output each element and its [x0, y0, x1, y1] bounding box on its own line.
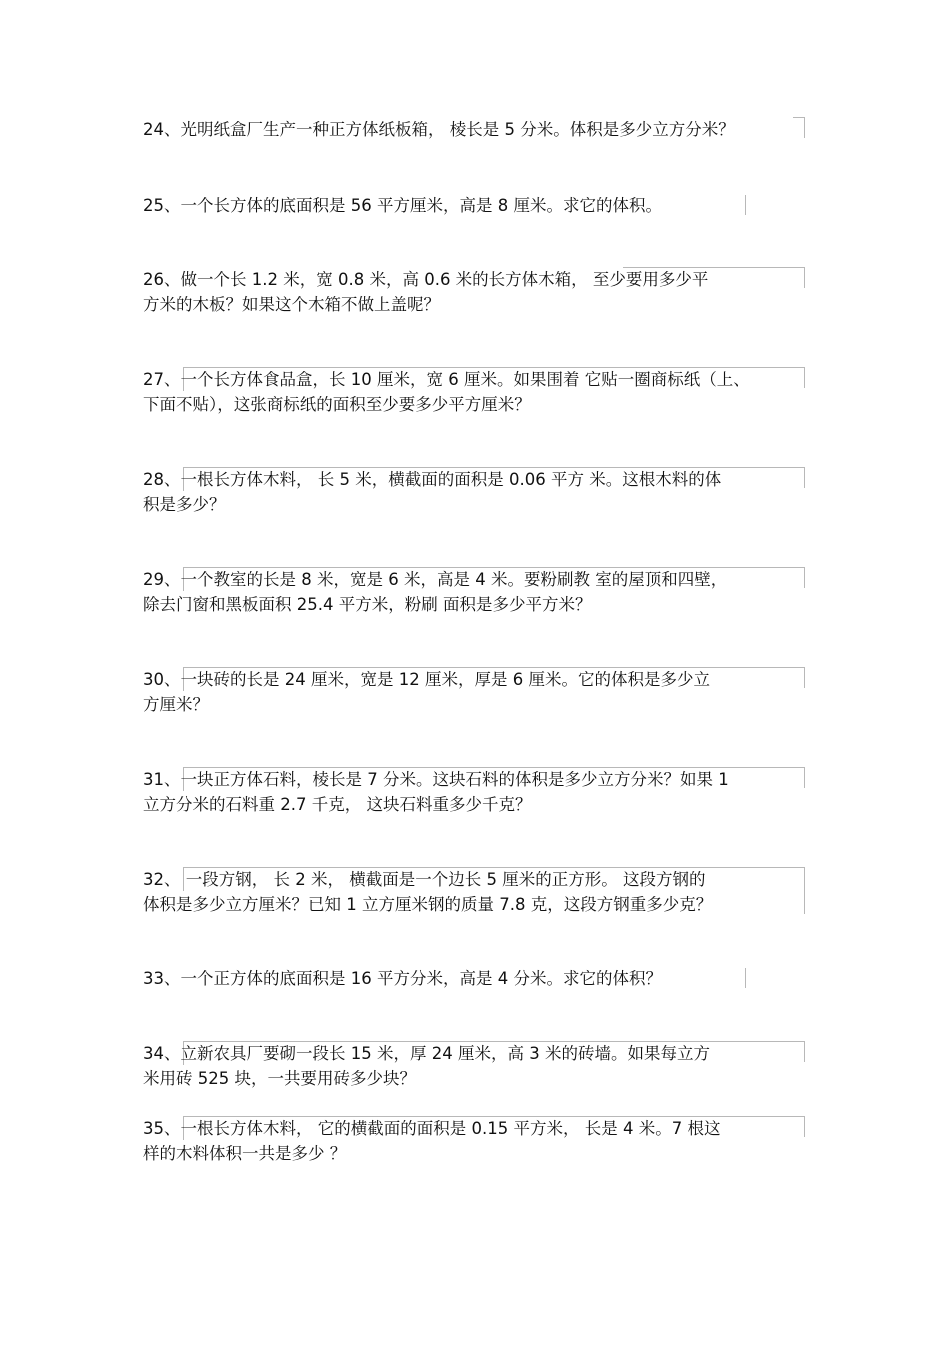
problem-line: 25、一个长方体的底面积是 56 平方厘米，高是 8 厘米。求它的体积。 — [143, 196, 662, 215]
problem-line: 方厘米？ — [143, 695, 209, 714]
problem-line: 29、一个教室的长是 8 米，宽是 6 米，高是 4 米。要粉刷教 室的屋顶和四壁， — [143, 570, 728, 589]
problem-29 — [143, 567, 805, 617]
problem-24 — [143, 117, 805, 142]
problem-line: 28、一根长方体木料， 长 5 米，横截面的面积是 0.06 平方 米。这根木料的体 — [143, 470, 722, 489]
problem-28 — [143, 467, 805, 517]
problem-line: 35、一根长方体木料， 它的横截面的面积是 0.15 平方米， 长是 4 米。7 根这 — [143, 1119, 721, 1138]
problem-30 — [143, 667, 805, 717]
problem-line: 24、光明纸盒厂生产一种正方体纸板箱， 棱长是 5 分米。体积是多少立方分米？ — [143, 120, 735, 139]
problem-35 — [143, 1116, 805, 1166]
problem-line: 除去门窗和黑板面积 25.4 平方米，粉刷 面积是多少平方米？ — [143, 595, 592, 614]
problem-line: 30、一块砖的长是 24 厘米，宽是 12 厘米，厚是 6 厘米。它的体积是多少立 — [143, 670, 710, 689]
problem-line: 27、一个长方体食品盒，长 10 厘米，宽 6 厘米。如果围着 它贴一圈商标纸（上、 — [143, 370, 750, 389]
problem-line: 立方分米的石料重 2.7 千克， 这块石料重多少千克？ — [143, 795, 532, 814]
problem-32 — [143, 867, 805, 917]
problem-31 — [143, 767, 805, 817]
problem-line: 积是多少？ — [143, 495, 226, 514]
problem-line: 31、一块正方体石料，棱长是 7 分米。这块石料的体积是多少立方分米？如果 1 — [143, 770, 729, 789]
problem-line: 26、做一个长 1.2 米，宽 0.8 米，高 0.6 米的长方体木箱， 至少要用多少平 — [143, 270, 709, 289]
problem-line: 32、 一段方钢， 长 2 米， 横截面是一个边长 5 厘米的正方形。 这段方钢的 — [143, 870, 706, 889]
problem-33 — [143, 966, 805, 991]
problem-line: 方米的木板？如果这个木箱不做上盖呢？ — [143, 295, 440, 314]
problem-27 — [143, 367, 805, 417]
problem-26 — [143, 267, 805, 317]
problem-line: 下面不贴），这张商标纸的面积至少要多少平方厘米？ — [143, 395, 531, 414]
problem-line: 体积是多少立方厘米？已知 1 立方厘米钢的质量 7.8 克，这段方钢重多少克？ — [143, 895, 713, 914]
problem-line: 样的木料体积一共是多少 ？ — [143, 1144, 347, 1163]
problem-line: 33、一个正方体的底面积是 16 平方分米，高是 4 分米。求它的体积？ — [143, 969, 662, 988]
problem-34 — [143, 1041, 805, 1091]
problem-25 — [143, 193, 805, 218]
problem-line: 34、立新农具厂要砌一段长 15 米，厚 24 厘米，高 3 米的砖墙。如果每立方 — [143, 1044, 710, 1063]
problem-line: 米用砖 525 块，一共要用砖多少块？ — [143, 1069, 416, 1088]
